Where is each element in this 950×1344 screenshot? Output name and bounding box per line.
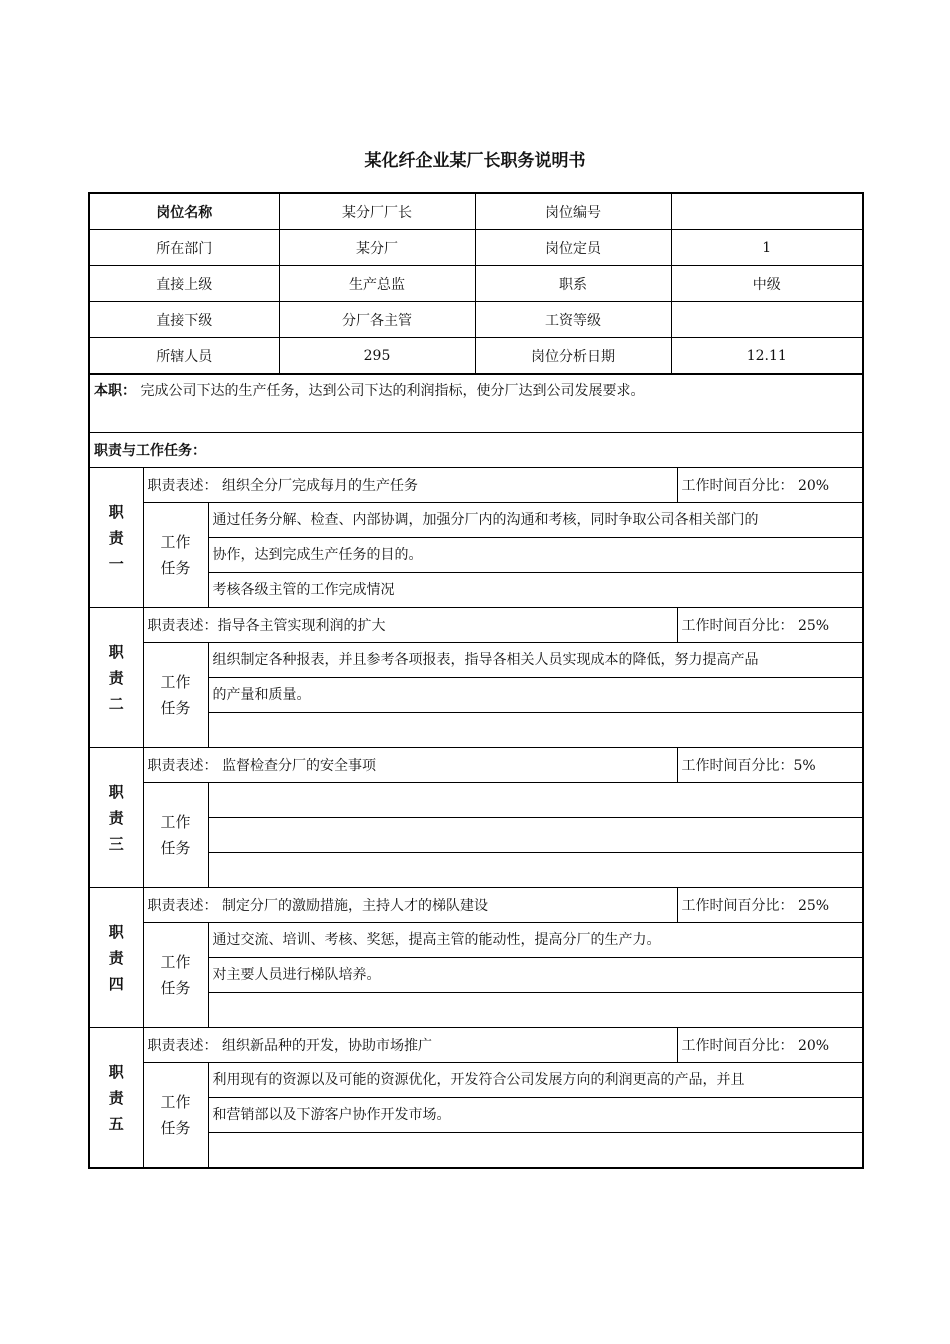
task-text: 和营销部以及下游客户协作开发市场。 [208, 1098, 863, 1133]
info-label: 岗位定员 [475, 230, 671, 266]
duty-label-char: 一 [108, 554, 124, 573]
page-title: 某化纤企业某厂长职务说明书 [364, 151, 586, 171]
duty-description: 职责表述： 制定分厂的激励措施，主持人才的梯队建设 [143, 888, 677, 923]
duty-label [89, 468, 143, 608]
task-label-line: 工作 [160, 813, 191, 831]
task-text: 通过交流、培训、考核、奖惩，提高主管的能动性，提高分厂的生产力。 [208, 923, 863, 958]
info-value: 中级 [671, 266, 863, 302]
info-value [671, 193, 863, 230]
duty-desc-row [89, 468, 863, 503]
task-text: 考核各级主管的工作完成情况 [208, 573, 863, 608]
duty-desc-row [89, 748, 863, 783]
task-text [208, 818, 863, 853]
task-text: 对主要人员进行梯队培养。 [208, 958, 863, 993]
info-value [671, 302, 863, 338]
duty-label [89, 608, 143, 748]
info-label: 所辖人员 [89, 338, 279, 375]
info-value: 12.11 [671, 338, 863, 375]
task-label [143, 1063, 208, 1169]
duty-label-char: 责 [108, 808, 124, 827]
info-row [89, 193, 863, 230]
task-row [89, 1063, 863, 1098]
duty-label-char: 责 [108, 528, 124, 547]
summary-text: 完成公司下达的生产任务，达到公司下达的利润指标，使分厂达到公司发展要求。 [140, 383, 645, 399]
task-text [208, 993, 863, 1028]
duty-label-char: 二 [108, 694, 124, 713]
task-label-line: 工作 [160, 1093, 191, 1111]
task-text: 协作，达到完成生产任务的目的。 [208, 538, 863, 573]
duties-header: 职责与工作任务： [89, 433, 863, 468]
info-value: 生产总监 [279, 266, 475, 302]
task-label-line: 任务 [160, 839, 191, 857]
work-time-percent: 工作时间百分比： 20% [677, 1028, 863, 1063]
duty-description: 职责表述： 组织全分厂完成每月的生产任务 [143, 468, 677, 503]
task-label [143, 923, 208, 1028]
info-row [89, 266, 863, 302]
duty-label-char: 职 [108, 642, 124, 661]
duty-desc-row [89, 1028, 863, 1063]
task-row [89, 503, 863, 538]
task-text [208, 713, 863, 748]
summary-cell [89, 374, 863, 433]
task-text [208, 853, 863, 888]
info-value: 295 [279, 338, 475, 375]
info-label: 岗位编号 [475, 193, 671, 230]
duty-label-char: 责 [108, 668, 124, 687]
duty-label [89, 888, 143, 1028]
task-label-line: 任务 [160, 1119, 191, 1137]
duty-label-char: 责 [108, 1088, 124, 1107]
task-label-line: 任务 [160, 699, 191, 717]
info-label: 岗位分析日期 [475, 338, 671, 375]
duties-header-row [89, 433, 863, 468]
task-label-line: 任务 [160, 559, 191, 577]
info-row [89, 302, 863, 338]
task-label-line: 任务 [160, 979, 191, 997]
task-row [89, 783, 863, 818]
duty-label [89, 1028, 143, 1169]
info-row [89, 230, 863, 266]
summary-row [89, 374, 863, 433]
duty-label-char: 三 [108, 834, 124, 853]
duty-label-char: 职 [108, 922, 124, 941]
task-label [143, 783, 208, 888]
info-label: 直接上级 [89, 266, 279, 302]
info-label: 直接下级 [89, 302, 279, 338]
task-text: 的产量和质量。 [208, 678, 863, 713]
duty-desc-row [89, 608, 863, 643]
info-value: 1 [671, 230, 863, 266]
duty-label-char: 责 [108, 948, 124, 967]
work-time-percent: 工作时间百分比： 25% [677, 608, 863, 643]
task-label-line: 工作 [160, 533, 191, 551]
info-label: 工资等级 [475, 302, 671, 338]
duty-desc-row [89, 888, 863, 923]
info-row [89, 338, 863, 375]
info-value: 某分厂厂长 [279, 193, 475, 230]
task-text: 利用现有的资源以及可能的资源优化，开发符合公司发展方向的利润更高的产品，并且 [208, 1063, 863, 1098]
duty-label-char: 职 [108, 782, 124, 801]
duty-label [89, 748, 143, 888]
info-value: 分厂各主管 [279, 302, 475, 338]
info-label: 岗位名称 [89, 193, 279, 230]
summary-label: 本职： [94, 383, 136, 399]
task-label-line: 工作 [160, 673, 191, 691]
duty-label-char: 职 [108, 1062, 124, 1081]
work-time-percent: 工作时间百分比： 25% [677, 888, 863, 923]
task-text [208, 783, 863, 818]
task-text: 通过任务分解、检查、内部协调，加强分厂内的沟通和考核，同时争取公司各相关部门的 [208, 503, 863, 538]
work-time-percent: 工作时间百分比： 20% [677, 468, 863, 503]
info-label: 职系 [475, 266, 671, 302]
task-label [143, 503, 208, 608]
task-label [143, 643, 208, 748]
duty-label-char: 职 [108, 502, 124, 521]
duties-table [88, 373, 864, 1169]
duty-description: 职责表述： 组织新品种的开发，协助市场推广 [143, 1028, 677, 1063]
work-time-percent: 工作时间百分比：5% [677, 748, 863, 783]
job-info-table [88, 192, 864, 375]
duty-label-char: 四 [108, 974, 124, 993]
task-row [89, 923, 863, 958]
info-label: 所在部门 [89, 230, 279, 266]
duty-label-char: 五 [108, 1114, 124, 1133]
info-value: 某分厂 [279, 230, 475, 266]
task-label-line: 工作 [160, 953, 191, 971]
duty-description: 职责表述： 监督检查分厂的安全事项 [143, 748, 677, 783]
task-row [89, 643, 863, 678]
task-text: 组织制定各种报表，并且参考各项报表，指导各相关人员实现成本的降低，努力提高产品 [208, 643, 863, 678]
duty-description: 职责表述：指导各主管实现利润的扩大 [143, 608, 677, 643]
task-text [208, 1133, 863, 1169]
